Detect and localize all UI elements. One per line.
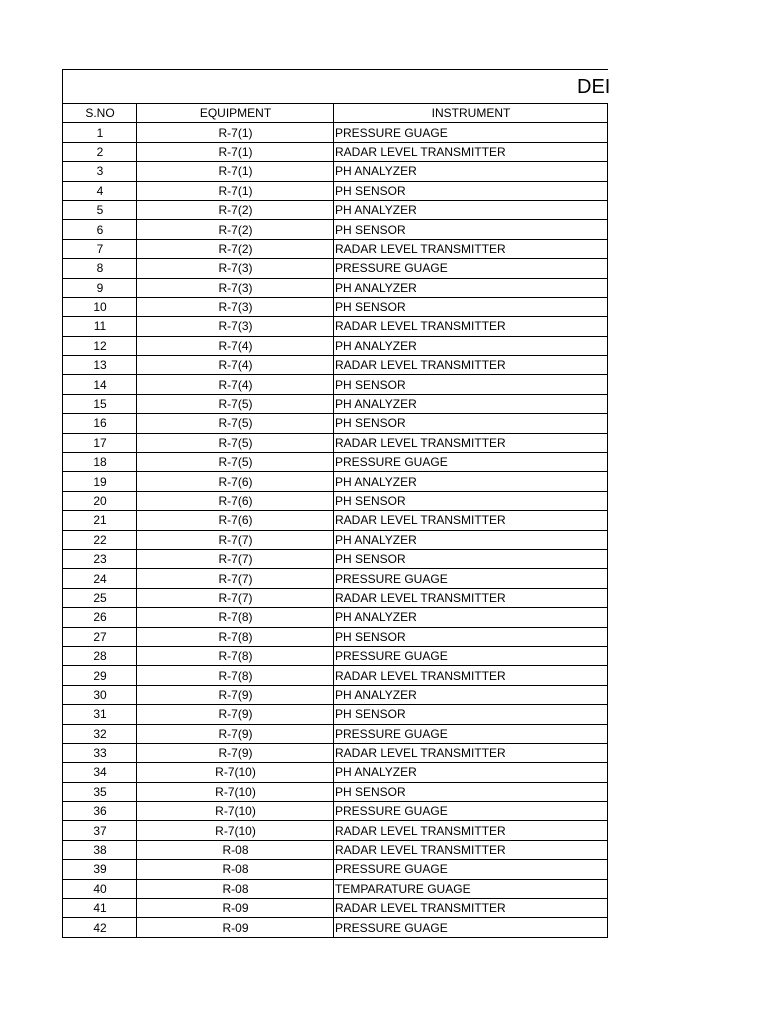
cell-sno: 22 [63,530,137,549]
cell-equipment: R-7(9) [137,724,334,743]
table-row [63,181,608,200]
cell-sno: 34 [63,763,137,782]
cell-sno: 31 [63,705,137,724]
cell-instrument: PRESSURE GUAGE [334,724,608,743]
cell-instrument: PH ANALYZER [334,472,608,491]
cell-equipment: R-7(3) [137,278,334,297]
title-row [62,69,611,103]
cell-equipment: R-7(8) [137,608,334,627]
cell-instrument: PRESSURE GUAGE [334,259,608,278]
cell-sno: 13 [63,356,137,375]
cell-sno: 21 [63,511,137,530]
cell-equipment: R-08 [137,840,334,859]
table-row [63,375,608,394]
table-row [63,821,608,840]
table-row [63,685,608,704]
cell-instrument: RADAR LEVEL TRANSMITTER [334,239,608,258]
cell-equipment: R-7(5) [137,414,334,433]
cell-sno: 10 [63,297,137,316]
sheet-title: DEI [577,76,611,98]
cell-equipment: R-7(9) [137,685,334,704]
cell-instrument: PH SENSOR [334,627,608,646]
cell-sno: 19 [63,472,137,491]
header-row [63,104,608,123]
cell-equipment: R-7(3) [137,297,334,316]
cell-sno: 39 [63,860,137,879]
table-row [63,608,608,627]
table-row [63,782,608,801]
cell-equipment: R-7(5) [137,394,334,413]
cell-equipment: R-7(4) [137,356,334,375]
cell-instrument: RADAR LEVEL TRANSMITTER [334,356,608,375]
cell-sno: 1 [63,123,137,142]
cell-sno: 17 [63,433,137,452]
cell-sno: 26 [63,608,137,627]
table-row [63,356,608,375]
table-row [63,220,608,239]
cell-instrument: PRESSURE GUAGE [334,453,608,472]
cell-instrument: RADAR LEVEL TRANSMITTER [334,588,608,607]
table-row [63,918,608,937]
table-row [63,200,608,219]
cell-instrument: PH SENSOR [334,297,608,316]
cell-sno: 14 [63,375,137,394]
cell-sno: 7 [63,239,137,258]
cell-equipment: R-7(9) [137,705,334,724]
cell-instrument: PRESSURE GUAGE [334,860,608,879]
cell-sno: 37 [63,821,137,840]
cell-equipment: R-7(10) [137,782,334,801]
cell-equipment: R-08 [137,860,334,879]
cell-equipment: R-7(7) [137,588,334,607]
cell-equipment: R-7(1) [137,142,334,161]
table-row [63,123,608,142]
cell-sno: 40 [63,879,137,898]
cell-instrument: RADAR LEVEL TRANSMITTER [334,142,608,161]
cell-sno: 18 [63,453,137,472]
table-row [63,278,608,297]
cell-sno: 16 [63,414,137,433]
table-row [63,840,608,859]
cell-equipment: R-7(5) [137,453,334,472]
table-row [63,297,608,316]
cell-equipment: R-7(10) [137,802,334,821]
cell-instrument: PRESSURE GUAGE [334,918,608,937]
cell-instrument: RADAR LEVEL TRANSMITTER [334,743,608,762]
cell-equipment: R-09 [137,899,334,918]
cell-sno: 38 [63,840,137,859]
cell-equipment: R-7(8) [137,646,334,665]
cell-equipment: R-7(6) [137,472,334,491]
cell-equipment: R-7(1) [137,162,334,181]
cell-equipment: R-7(6) [137,511,334,530]
cell-equipment: R-7(2) [137,239,334,258]
table-body [63,123,608,937]
table-row [63,743,608,762]
cell-instrument: RADAR LEVEL TRANSMITTER [334,821,608,840]
cell-equipment: R-7(5) [137,433,334,452]
table-row [63,530,608,549]
cell-equipment: R-7(3) [137,259,334,278]
cell-equipment: R-7(8) [137,666,334,685]
cell-instrument: PH ANALYZER [334,200,608,219]
table-row [63,569,608,588]
cell-sno: 8 [63,259,137,278]
cell-sno: 24 [63,569,137,588]
cell-instrument: RADAR LEVEL TRANSMITTER [334,666,608,685]
cell-instrument: PRESSURE GUAGE [334,802,608,821]
cell-equipment: R-7(7) [137,569,334,588]
table-row [63,433,608,452]
cell-sno: 42 [63,918,137,937]
cell-sno: 6 [63,220,137,239]
cell-sno: 32 [63,724,137,743]
cell-equipment: R-7(6) [137,491,334,510]
cell-equipment: R-7(10) [137,821,334,840]
table-row [63,453,608,472]
cell-sno: 9 [63,278,137,297]
table-row [63,763,608,782]
table-row [63,142,608,161]
cell-sno: 27 [63,627,137,646]
instrument-table [62,103,608,938]
cell-instrument: PH SENSOR [334,782,608,801]
cell-sno: 11 [63,317,137,336]
table-row [63,336,608,355]
table-row [63,259,608,278]
cell-sno: 35 [63,782,137,801]
cell-sno: 4 [63,181,137,200]
cell-instrument: PRESSURE GUAGE [334,569,608,588]
cell-instrument: PRESSURE GUAGE [334,123,608,142]
table-row [63,724,608,743]
cell-instrument: PH ANALYZER [334,394,608,413]
cell-sno: 23 [63,549,137,568]
cell-sno: 25 [63,588,137,607]
cell-instrument: TEMPARATURE GUAGE [334,879,608,898]
cell-instrument: PH ANALYZER [334,278,608,297]
table-row [63,666,608,685]
cell-equipment: R-7(10) [137,763,334,782]
cell-instrument: PRESSURE GUAGE [334,646,608,665]
table-row [63,646,608,665]
table-row [63,317,608,336]
cell-sno: 5 [63,200,137,219]
cell-instrument: PH ANALYZER [334,685,608,704]
cell-sno: 36 [63,802,137,821]
table-row [63,239,608,258]
cell-instrument: PH ANALYZER [334,763,608,782]
cell-instrument: PH ANALYZER [334,608,608,627]
spreadsheet [62,69,611,938]
cell-equipment: R-08 [137,879,334,898]
cell-sno: 29 [63,666,137,685]
cell-instrument: PH SENSOR [334,705,608,724]
cell-instrument: RADAR LEVEL TRANSMITTER [334,433,608,452]
cell-equipment: R-7(4) [137,336,334,355]
cell-instrument: PH ANALYZER [334,336,608,355]
cell-sno: 28 [63,646,137,665]
table-row [63,394,608,413]
table-row [63,549,608,568]
cell-equipment: R-7(9) [137,743,334,762]
header-instrument: INSTRUMENT [334,104,608,123]
cell-sno: 15 [63,394,137,413]
cell-equipment: R-7(1) [137,123,334,142]
cell-instrument: RADAR LEVEL TRANSMITTER [334,317,608,336]
cell-equipment: R-7(2) [137,200,334,219]
cell-instrument: PH SENSOR [334,491,608,510]
table-row [63,162,608,181]
cell-sno: 2 [63,142,137,161]
table-row [63,472,608,491]
cell-instrument: RADAR LEVEL TRANSMITTER [334,511,608,530]
cell-instrument: PH ANALYZER [334,530,608,549]
table-row [63,705,608,724]
cell-equipment: R-09 [137,918,334,937]
table-row [63,879,608,898]
table-row [63,588,608,607]
cell-equipment: R-7(3) [137,317,334,336]
table-row [63,802,608,821]
cell-instrument: PH ANALYZER [334,162,608,181]
cell-equipment: R-7(8) [137,627,334,646]
table-row [63,899,608,918]
cell-equipment: R-7(1) [137,181,334,200]
table-row [63,491,608,510]
cell-instrument: PH SENSOR [334,220,608,239]
cell-sno: 30 [63,685,137,704]
table-row [63,860,608,879]
cell-instrument: PH SENSOR [334,414,608,433]
cell-equipment: R-7(4) [137,375,334,394]
cell-instrument: PH SENSOR [334,181,608,200]
cell-sno: 20 [63,491,137,510]
cell-equipment: R-7(7) [137,530,334,549]
table-row [63,414,608,433]
cell-instrument: PH SENSOR [334,549,608,568]
cell-instrument: PH SENSOR [334,375,608,394]
table-row [63,511,608,530]
cell-sno: 12 [63,336,137,355]
header-equipment: EQUIPMENT [137,104,334,123]
cell-sno: 33 [63,743,137,762]
cell-equipment: R-7(2) [137,220,334,239]
cell-equipment: R-7(7) [137,549,334,568]
header-sno: S.NO [63,104,137,123]
cell-instrument: RADAR LEVEL TRANSMITTER [334,899,608,918]
cell-sno: 3 [63,162,137,181]
cell-instrument: RADAR LEVEL TRANSMITTER [334,840,608,859]
table-row [63,627,608,646]
cell-sno: 41 [63,899,137,918]
